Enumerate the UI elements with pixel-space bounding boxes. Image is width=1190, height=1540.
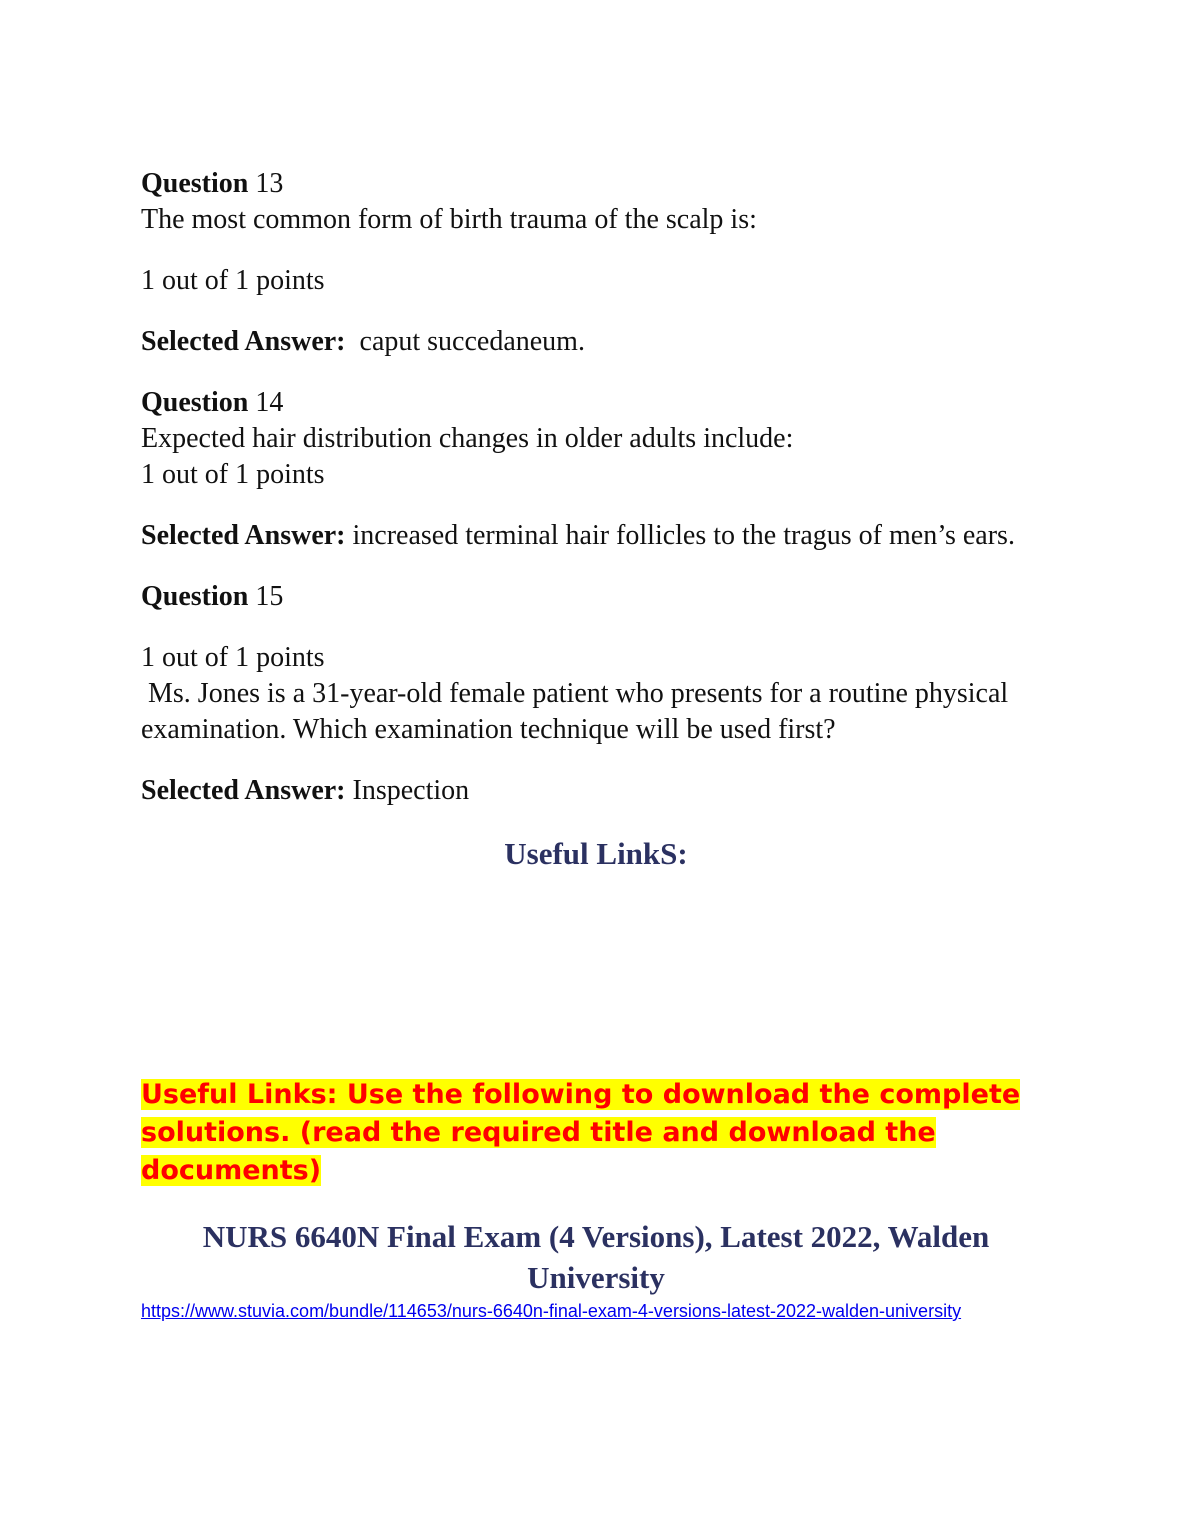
question-15-text: Ms. Jones is a 31-year-old female patient who presents for a routine physical examination. Which examination technique will be used first? <box>141 678 1016 745</box>
promo-text: Useful Links: Use the following to download the complete solutions. (read the required title and download the documents) <box>141 1079 1021 1186</box>
promo-banner <box>141 1076 1041 1190</box>
question-label: Question <box>141 168 249 199</box>
selected-answer-value: caput succedaneum. <box>345 326 585 357</box>
document-body <box>141 166 1051 874</box>
selected-answer-value: increased terminal hair follicles to the tragus of men’s ears. <box>345 520 1015 551</box>
selected-answer-label: Selected Answer: <box>141 326 346 357</box>
question-label: Question <box>141 581 249 612</box>
question-number: 14 <box>255 387 284 418</box>
question-13-points: 1 out of 1 points <box>141 265 325 296</box>
useful-links-heading: Useful LinkS: <box>504 836 688 871</box>
bundle-link[interactable]: https://www.stuvia.com/bundle/114653/nurs-6640n-final-exam-4-versions-latest-2022-walden-university <box>141 1301 962 1321</box>
bundle-title: NURS 6640N Final Exam (4 Versions), Latest 2022, Walden University <box>202 1219 990 1295</box>
selected-answer-value: Inspection <box>345 775 470 806</box>
question-13-heading <box>141 166 1051 202</box>
question-15-heading <box>141 579 1051 615</box>
selected-answer-label: Selected Answer: <box>141 520 346 551</box>
question-label: Question <box>141 387 249 418</box>
question-14-answer <box>141 518 1051 554</box>
question-14-heading <box>141 385 1051 421</box>
question-15-answer <box>141 773 1051 809</box>
question-number: 15 <box>255 581 284 612</box>
question-14-text: Expected hair distribution changes in older adults include: <box>141 423 794 454</box>
question-13-answer <box>141 324 1051 360</box>
question-15-points: 1 out of 1 points <box>141 642 325 673</box>
question-13-text: The most common form of birth trauma of the scalp is: <box>141 204 757 235</box>
question-number: 13 <box>255 168 284 199</box>
question-14-points: 1 out of 1 points <box>141 459 325 490</box>
selected-answer-label: Selected Answer: <box>141 775 346 806</box>
